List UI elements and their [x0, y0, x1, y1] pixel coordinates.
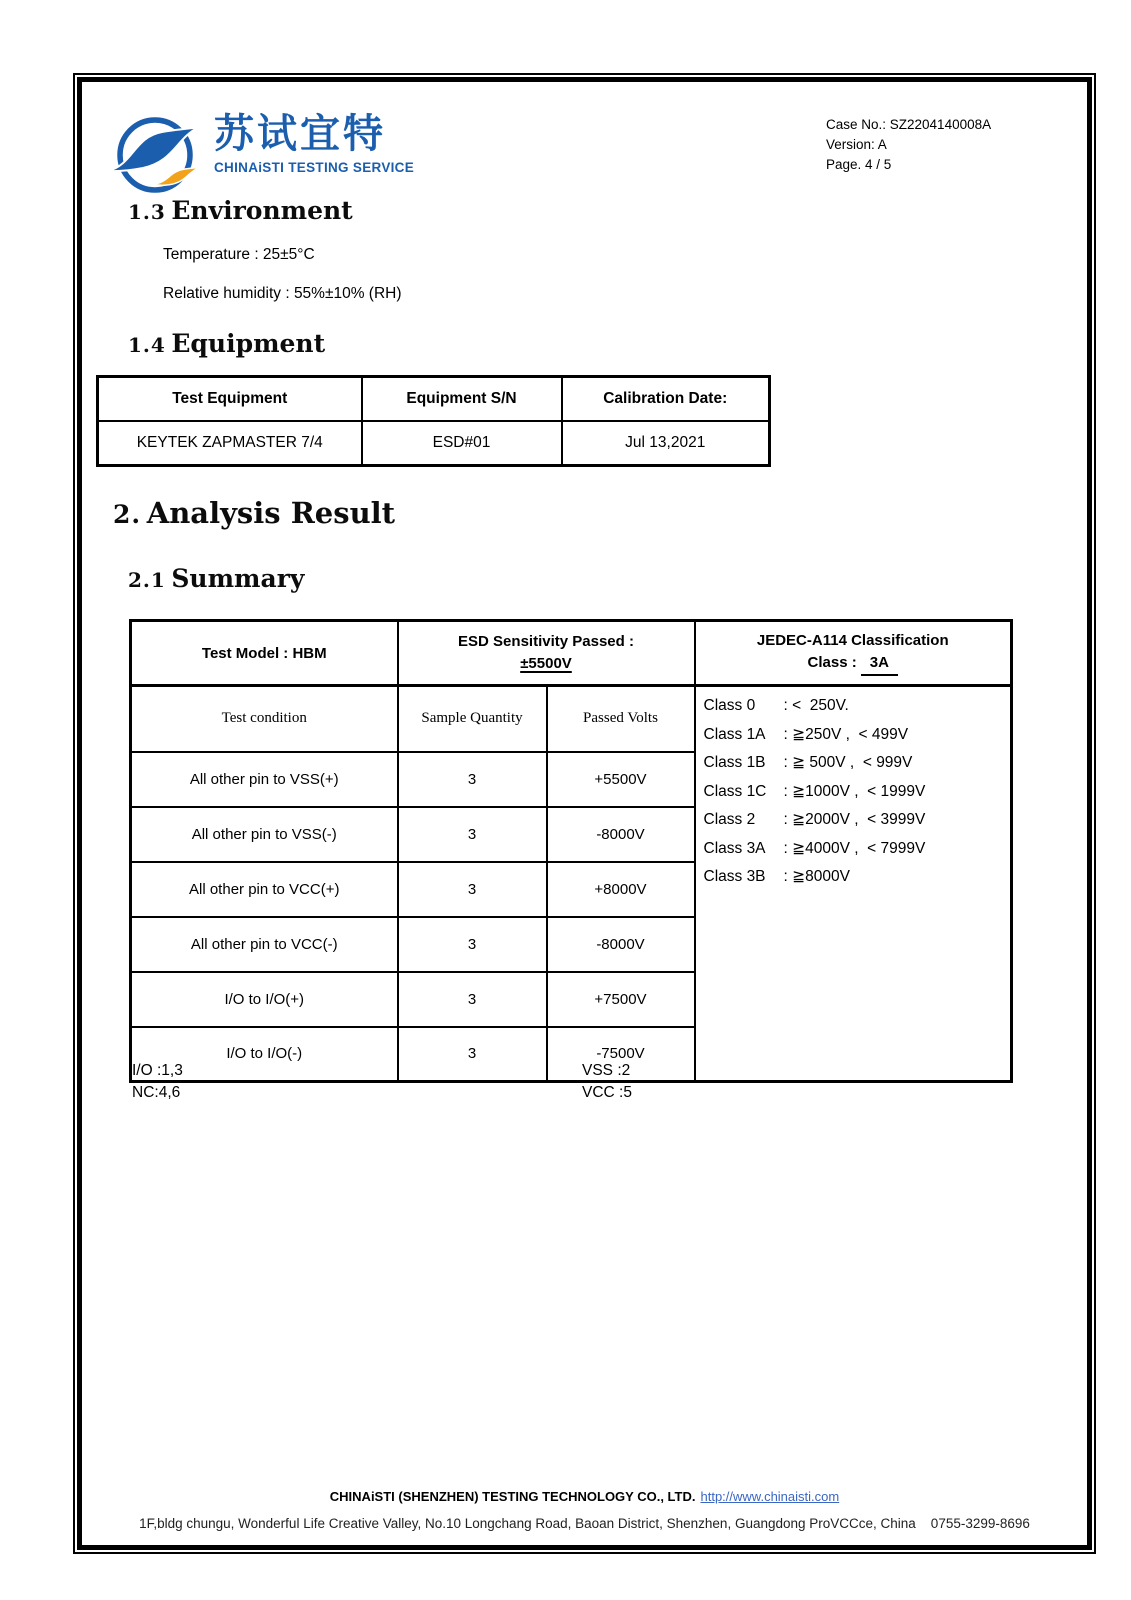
section-heading-summary: 2.1 Summary — [128, 564, 305, 593]
section-heading-equipment: 1.4 Equipment — [128, 329, 326, 358]
jedec-classes-cell — [695, 686, 1012, 1082]
logo-text — [214, 110, 414, 175]
test-condition: All other pin to VCC(-) — [131, 917, 398, 972]
footer-website-link[interactable]: http://www.chinaisti.com — [700, 1489, 840, 1504]
document-meta — [826, 115, 991, 175]
summary-header-row — [131, 621, 1012, 686]
test-condition: All other pin to VSS(-) — [131, 807, 398, 862]
jedec-class-line: Class 1B : ≧ 500V , < 999V — [703, 754, 913, 771]
jedec-class-line: Class 0 : < 250V. — [703, 697, 849, 714]
test-model-cell: Test Model : HBM — [131, 621, 398, 686]
jedec-title: JEDEC-A114 Classification — [756, 632, 949, 649]
jedec-class-line: Class 3B : ≧8000V — [703, 868, 850, 885]
pin-nc: NC:4,6 — [132, 1084, 181, 1101]
sample-quantity: 3 — [398, 1027, 547, 1082]
page-number: Page. 4 / 5 — [826, 157, 892, 172]
pin-vcc: VCC :5 — [582, 1084, 632, 1101]
jedec-class-line: Class 1A : ≧250V , < 499V — [703, 725, 909, 743]
humidity-line: Relative humidity : 55%±10% (RH) — [163, 285, 402, 302]
equipment-cell: Jul 13,2021 — [562, 421, 770, 466]
logo-chinese-name: 苏试宜特 — [214, 112, 386, 156]
test-condition: I/O to I/O(+) — [131, 972, 398, 1027]
esd-sensitivity-value: ±5500V — [520, 655, 572, 672]
equipment-header-cell: Equipment S/N — [362, 377, 562, 421]
equipment-table-header-row — [98, 377, 770, 421]
equipment-cell: KEYTEK ZAPMASTER 7/4 — [98, 421, 362, 466]
passed-volts: +7500V — [547, 972, 695, 1027]
test-condition: I/O to I/O(-) — [131, 1027, 398, 1082]
col-header-test-condition: Test condition — [131, 686, 398, 752]
pin-note-left — [132, 1060, 183, 1104]
test-condition: All other pin to VCC(+) — [131, 862, 398, 917]
esd-sensitivity-cell — [398, 621, 695, 686]
footer-company-line — [82, 1489, 1087, 1504]
version: Version: A — [826, 137, 887, 152]
summary-table — [129, 619, 1013, 1083]
jedec-class-line: Class 2 : ≧2000V , < 3999V — [703, 811, 926, 828]
temperature-line: Temperature : 25±5°C — [163, 246, 315, 263]
passed-volts: -7500V — [547, 1027, 695, 1082]
jedec-class-result: Class : 3A — [696, 652, 1011, 676]
footer-address-line: 1F,bldg chungu, Wonderful Life Creative Valley, No.10 Longchang Road, Baoan District, Shenzhen, Guangdong ProVCCce, China 0755-3299-8696 — [139, 1516, 1030, 1531]
equipment-table — [96, 375, 771, 467]
sample-quantity: 3 — [398, 972, 547, 1027]
equipment-header-cell: Test Equipment — [98, 377, 362, 421]
section-heading-analysis-result: 2. Analysis Result — [113, 496, 396, 530]
jedec-class-line: Class 1C : ≧1000V , < 1999V — [703, 782, 926, 800]
sample-quantity: 3 — [398, 807, 547, 862]
sample-quantity: 3 — [398, 862, 547, 917]
col-header-passed-volts: Passed Volts — [547, 686, 695, 752]
logo-english-name: CHINAiSTI TESTING SERVICE — [214, 160, 415, 175]
class-value: 3A — [861, 652, 898, 676]
logo-swoosh-icon — [103, 110, 208, 194]
company-logo — [103, 110, 414, 194]
section-heading-environment: 1.3 Environment — [128, 196, 353, 225]
summary-subheader-row — [131, 686, 1012, 752]
col-header-sample-quantity: Sample Quantity — [398, 686, 547, 752]
passed-volts: -8000V — [547, 917, 695, 972]
esd-sensitivity-label: ESD Sensitivity Passed : — [458, 633, 634, 650]
passed-volts: +8000V — [547, 862, 695, 917]
equipment-header-cell: Calibration Date: — [562, 377, 770, 421]
pin-io: I/O :1,3 — [132, 1062, 183, 1079]
pin-vss: VSS :2 — [582, 1062, 631, 1079]
pin-note-right — [582, 1060, 632, 1104]
footer-company-name: CHINAiSTI (SHENZHEN) TESTING TECHNOLOGY CO., LTD. — [329, 1489, 696, 1504]
equipment-cell: ESD#01 — [362, 421, 562, 466]
sample-quantity: 3 — [398, 917, 547, 972]
jedec-classification-cell — [695, 621, 1012, 686]
case-number: Case No.: SZ2204140008A — [826, 117, 992, 132]
sample-quantity: 3 — [398, 752, 547, 807]
passed-volts: +5500V — [547, 752, 695, 807]
passed-volts: -8000V — [547, 807, 695, 862]
jedec-class-line: Class 3A : ≧4000V , < 7999V — [703, 839, 926, 857]
equipment-table-row — [98, 421, 770, 466]
test-condition: All other pin to VSS(+) — [131, 752, 398, 807]
